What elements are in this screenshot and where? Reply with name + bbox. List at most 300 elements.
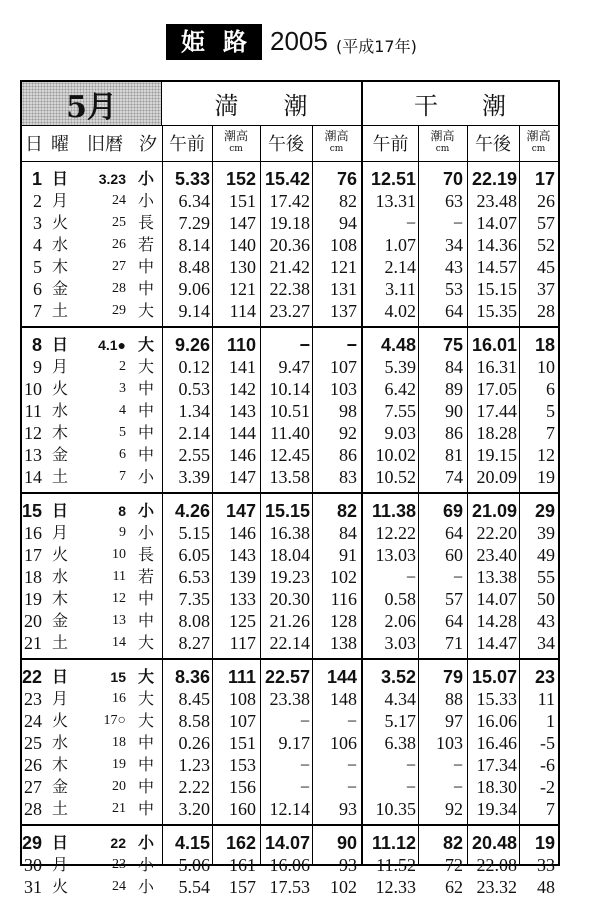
high-am-height-cell: 133 bbox=[229, 589, 256, 609]
high-am-time-cell: 3.20 bbox=[178, 799, 210, 819]
tide-type-cell: 大 bbox=[137, 689, 154, 708]
low-am-time-cell: 1.07 bbox=[384, 235, 416, 255]
high-am-height-cell: 142 bbox=[229, 379, 256, 399]
low-pm-height-cell: 50 bbox=[537, 589, 555, 609]
tide-type-cell: 小 bbox=[137, 169, 154, 188]
table-row bbox=[22, 632, 558, 654]
table-row bbox=[22, 466, 558, 488]
high-pm-time-cell: 12.14 bbox=[269, 799, 310, 819]
day-cell: 5 bbox=[33, 257, 42, 277]
high-am-time-cell: 5.15 bbox=[178, 523, 210, 543]
weekday-cell: 月 bbox=[51, 689, 68, 708]
col-header-high-am: 午前 bbox=[169, 134, 205, 155]
high-pm-height-cell: 102 bbox=[330, 567, 357, 587]
low-pm-time-cell: 16.31 bbox=[476, 357, 517, 377]
day-cell: 15 bbox=[22, 501, 43, 521]
high-am-height-cell: 110 bbox=[226, 335, 256, 355]
low-am-height-cell: 62 bbox=[445, 877, 463, 897]
low-pm-height-cell: 39 bbox=[537, 523, 555, 543]
low-am-height-cell: 74 bbox=[445, 467, 463, 487]
low-pm-height-cell: 23 bbox=[534, 667, 555, 687]
low-pm-height-cell: 19 bbox=[537, 467, 555, 487]
low-am-time-cell: 4.34 bbox=[384, 689, 416, 709]
low-pm-height-cell: 7 bbox=[546, 799, 555, 819]
table-row bbox=[22, 732, 558, 754]
high-am-height-cell: 151 bbox=[229, 733, 256, 753]
low-am-height-cell: 81 bbox=[445, 445, 463, 465]
low-pm-time-cell: 15.33 bbox=[476, 689, 517, 709]
lunar-cell: 22 bbox=[110, 835, 126, 851]
high-pm-time-cell: 17.53 bbox=[269, 877, 310, 897]
high-pm-time-cell: 21.26 bbox=[269, 611, 310, 631]
low-am-height-cell: 64 bbox=[445, 611, 463, 631]
high-am-time-cell: 5.06 bbox=[178, 855, 210, 875]
tide-type-cell: 大 bbox=[137, 335, 154, 354]
low-pm-height-cell: 11 bbox=[537, 689, 555, 709]
lunar-cell: 3.23 bbox=[98, 171, 126, 187]
low-pm-time-cell: 16.01 bbox=[471, 335, 517, 355]
table-row bbox=[22, 566, 558, 588]
height-label: 潮高 bbox=[430, 129, 455, 143]
low-pm-time-cell: 14.36 bbox=[476, 235, 517, 255]
location-char-2: 路 bbox=[223, 27, 247, 56]
low-am-time-cell: 4.48 bbox=[380, 335, 416, 355]
high-am-time-cell: 6.05 bbox=[178, 545, 210, 565]
low-am-time-cell: 2.06 bbox=[384, 611, 416, 631]
low-am-time-cell: 2.14 bbox=[384, 257, 416, 277]
high-am-time-cell: 7.29 bbox=[178, 213, 210, 233]
low-am-time-cell: 9.03 bbox=[384, 423, 416, 443]
high-pm-time-cell: − bbox=[299, 335, 310, 355]
high-pm-height-cell: 121 bbox=[330, 257, 357, 277]
low-pm-time-cell: 23.40 bbox=[476, 545, 517, 565]
low-pm-height-cell: 19 bbox=[534, 833, 555, 853]
lunar-cell: 18 bbox=[112, 735, 126, 750]
table-row bbox=[22, 378, 558, 400]
low-am-height-cell: 89 bbox=[445, 379, 463, 399]
high-am-height-cell: 161 bbox=[229, 855, 256, 875]
high-pm-height-cell: − bbox=[346, 755, 357, 775]
high-pm-time-cell: 13.58 bbox=[269, 467, 310, 487]
day-cell: 18 bbox=[24, 567, 42, 587]
weekday-cell: 水 bbox=[51, 235, 68, 254]
low-pm-height-cell: 1 bbox=[546, 711, 555, 731]
low-am-height-cell: 70 bbox=[442, 169, 463, 189]
high-am-height-cell: 141 bbox=[229, 357, 256, 377]
high-am-height-cell: 139 bbox=[229, 567, 256, 587]
col-header-low-pm-height bbox=[519, 125, 558, 161]
day-cell: 1 bbox=[31, 169, 42, 189]
col-header-day: 日 bbox=[25, 134, 43, 155]
high-am-time-cell: 4.26 bbox=[174, 501, 210, 521]
high-pm-height-cell: 91 bbox=[339, 545, 357, 565]
high-am-time-cell: 2.55 bbox=[178, 445, 210, 465]
low-pm-time-cell: 22.19 bbox=[471, 169, 517, 189]
table-row bbox=[22, 876, 558, 898]
weekday-cell: 水 bbox=[51, 567, 68, 586]
location-title bbox=[166, 24, 262, 60]
location-char-1: 姫 bbox=[181, 27, 205, 56]
low-am-height-cell: 72 bbox=[445, 855, 463, 875]
tide-type-cell: 若 bbox=[137, 567, 154, 586]
high-pm-time-cell: 19.23 bbox=[269, 567, 310, 587]
day-cell: 6 bbox=[33, 279, 42, 299]
low-am-time-cell: 12.51 bbox=[370, 169, 416, 189]
low-am-time-cell: 13.31 bbox=[375, 191, 416, 211]
high-am-time-cell: 8.36 bbox=[174, 667, 210, 687]
weekday-cell: 月 bbox=[51, 855, 68, 874]
low-am-time-cell: 11.38 bbox=[371, 501, 416, 521]
weekday-cell: 木 bbox=[51, 257, 68, 276]
weekday-cell: 金 bbox=[51, 611, 68, 630]
high-pm-time-cell: 20.30 bbox=[269, 589, 310, 609]
lunar-cell: 5 bbox=[119, 425, 126, 440]
table-row bbox=[22, 168, 558, 190]
table-row bbox=[22, 422, 558, 444]
high-pm-time-cell: 16.06 bbox=[269, 855, 310, 875]
table-row bbox=[22, 832, 558, 854]
low-pm-height-cell: 48 bbox=[537, 877, 555, 897]
tide-type-cell: 中 bbox=[137, 589, 154, 608]
low-pm-height-cell: 26 bbox=[537, 191, 555, 211]
high-pm-time-cell: 16.38 bbox=[269, 523, 310, 543]
high-am-time-cell: 9.14 bbox=[178, 301, 210, 321]
table-row bbox=[22, 544, 558, 566]
low-pm-time-cell: 23.48 bbox=[476, 191, 517, 211]
tide-type-cell: 中 bbox=[137, 777, 154, 796]
weekday-cell: 月 bbox=[51, 523, 68, 542]
week-divider bbox=[22, 824, 558, 826]
table-row bbox=[22, 588, 558, 610]
weekday-cell: 日 bbox=[51, 667, 68, 686]
low-am-height-cell: − bbox=[452, 777, 463, 797]
high-pm-height-cell: 137 bbox=[330, 301, 357, 321]
height-label: 潮高 bbox=[526, 129, 551, 143]
table-row bbox=[22, 754, 558, 776]
year-label: 2005 bbox=[270, 26, 328, 56]
weekday-cell: 土 bbox=[51, 467, 68, 486]
weekday-cell: 日 bbox=[51, 169, 68, 188]
high-pm-time-cell: 21.42 bbox=[269, 257, 310, 277]
table-row bbox=[22, 444, 558, 466]
high-am-time-cell: 8.27 bbox=[178, 633, 210, 653]
low-am-height-cell: 63 bbox=[445, 191, 463, 211]
high-pm-height-cell: 82 bbox=[336, 501, 357, 521]
low-pm-time-cell: 17.44 bbox=[476, 401, 517, 421]
high-am-time-cell: 5.54 bbox=[178, 877, 210, 897]
col-header-high-pm: 午後 bbox=[268, 134, 304, 155]
high-tide-char-2: 潮 bbox=[283, 92, 308, 120]
lunar-cell: 19 bbox=[112, 757, 126, 772]
day-cell: 16 bbox=[24, 523, 42, 543]
low-pm-time-cell: 22.20 bbox=[476, 523, 517, 543]
lunar-cell: 15 bbox=[110, 669, 126, 685]
high-pm-time-cell: 22.14 bbox=[269, 633, 310, 653]
col-header-high-am-height bbox=[212, 125, 260, 161]
table-row bbox=[22, 190, 558, 212]
high-pm-time-cell: 23.38 bbox=[269, 689, 310, 709]
tide-type-cell: 中 bbox=[137, 445, 154, 464]
tide-type-cell: 中 bbox=[137, 257, 154, 276]
day-cell: 27 bbox=[24, 777, 42, 797]
low-am-time-cell: 12.22 bbox=[375, 523, 416, 543]
high-pm-height-cell: 148 bbox=[330, 689, 357, 709]
col-header-low-am: 午前 bbox=[372, 134, 409, 155]
low-pm-height-cell: 29 bbox=[534, 501, 555, 521]
divider bbox=[22, 161, 558, 162]
high-am-height-cell: 130 bbox=[229, 257, 256, 277]
tide-type-cell: 中 bbox=[137, 755, 154, 774]
table-row bbox=[22, 798, 558, 820]
high-am-height-cell: 153 bbox=[229, 755, 256, 775]
lunar-cell: 16 bbox=[112, 691, 126, 706]
lunar-cell: 9 bbox=[119, 525, 126, 540]
high-am-height-cell: 143 bbox=[229, 401, 256, 421]
low-am-time-cell: 4.02 bbox=[384, 301, 416, 321]
lunar-cell: 21 bbox=[112, 801, 126, 816]
low-am-time-cell: 3.03 bbox=[384, 633, 416, 653]
low-am-time-cell: 12.33 bbox=[375, 877, 416, 897]
low-pm-height-cell: 6 bbox=[546, 379, 555, 399]
high-am-height-cell: 156 bbox=[229, 777, 256, 797]
day-cell: 7 bbox=[33, 301, 42, 321]
low-pm-height-cell: -6 bbox=[540, 755, 555, 775]
day-cell: 24 bbox=[24, 711, 42, 731]
lunar-cell: 8 bbox=[118, 503, 126, 519]
high-pm-time-cell: − bbox=[299, 777, 310, 797]
height-label: 潮高 bbox=[223, 129, 248, 143]
low-pm-time-cell: 19.15 bbox=[476, 445, 517, 465]
weekday-cell: 水 bbox=[51, 733, 68, 752]
low-pm-time-cell: 17.05 bbox=[476, 379, 517, 399]
low-am-time-cell: 6.42 bbox=[384, 379, 416, 399]
low-pm-time-cell: 21.09 bbox=[471, 501, 517, 521]
high-am-time-cell: 1.23 bbox=[178, 755, 210, 775]
low-pm-time-cell: 14.57 bbox=[476, 257, 517, 277]
low-pm-time-cell: 19.34 bbox=[476, 799, 517, 819]
high-tide-char-1: 満 bbox=[214, 92, 239, 120]
low-pm-time-cell: 16.46 bbox=[476, 733, 517, 753]
low-am-height-cell: 84 bbox=[445, 357, 463, 377]
day-cell: 8 bbox=[31, 335, 42, 355]
tide-type-cell: 長 bbox=[137, 545, 154, 564]
lunar-cell: 3 bbox=[119, 381, 126, 396]
low-pm-time-cell: 18.28 bbox=[476, 423, 517, 443]
high-am-height-cell: 147 bbox=[229, 467, 256, 487]
day-cell: 23 bbox=[24, 689, 42, 709]
high-am-height-cell: 146 bbox=[229, 523, 256, 543]
high-pm-height-cell: 131 bbox=[330, 279, 357, 299]
low-am-time-cell: 3.52 bbox=[380, 667, 416, 687]
tide-type-cell: 小 bbox=[137, 855, 154, 874]
high-pm-time-cell: 12.45 bbox=[269, 445, 310, 465]
tide-type-cell: 小 bbox=[137, 523, 154, 542]
tide-type-cell: 小 bbox=[137, 833, 154, 852]
low-pm-time-cell: 15.35 bbox=[476, 301, 517, 321]
lunar-cell: 23 bbox=[112, 857, 126, 872]
day-cell: 22 bbox=[22, 667, 43, 687]
high-am-time-cell: 2.14 bbox=[178, 423, 210, 443]
lunar-cell: 26 bbox=[112, 237, 126, 252]
day-cell: 4 bbox=[33, 235, 42, 255]
high-pm-time-cell: 22.57 bbox=[264, 667, 310, 687]
high-am-time-cell: 8.08 bbox=[178, 611, 210, 631]
tide-type-cell: 中 bbox=[137, 279, 154, 298]
weekday-cell: 金 bbox=[51, 777, 68, 796]
high-am-height-cell: 108 bbox=[229, 689, 256, 709]
high-am-height-cell: 140 bbox=[229, 235, 256, 255]
high-pm-time-cell: 10.51 bbox=[269, 401, 310, 421]
low-pm-height-cell: 17 bbox=[534, 169, 555, 189]
high-pm-height-cell: 82 bbox=[339, 191, 357, 211]
high-pm-height-cell: 106 bbox=[330, 733, 357, 753]
lunar-cell: 11 bbox=[112, 569, 126, 584]
page-header bbox=[0, 24, 600, 64]
low-am-height-cell: 103 bbox=[436, 733, 463, 753]
col-header-high-pm-height bbox=[312, 125, 361, 161]
high-pm-time-cell: − bbox=[299, 755, 310, 775]
weekday-cell: 木 bbox=[51, 589, 68, 608]
high-pm-height-cell: 84 bbox=[339, 523, 357, 543]
table-row bbox=[22, 300, 558, 322]
low-am-time-cell: 0.58 bbox=[384, 589, 416, 609]
low-am-time-cell: − bbox=[405, 755, 416, 775]
weekday-cell: 木 bbox=[51, 423, 68, 442]
high-am-time-cell: 0.12 bbox=[178, 357, 210, 377]
weekday-cell: 火 bbox=[51, 877, 68, 896]
tide-type-cell: 中 bbox=[137, 733, 154, 752]
height-unit: cm bbox=[435, 144, 450, 154]
low-am-time-cell: 7.55 bbox=[384, 401, 416, 421]
high-pm-height-cell: 116 bbox=[330, 589, 357, 609]
low-am-time-cell: 10.35 bbox=[375, 799, 416, 819]
lunar-cell: 17○ bbox=[103, 713, 126, 728]
tide-type-cell: 大 bbox=[137, 357, 154, 376]
high-am-time-cell: 5.33 bbox=[174, 169, 210, 189]
high-pm-time-cell: 15.42 bbox=[264, 169, 310, 189]
lunar-cell: 29 bbox=[112, 303, 126, 318]
height-unit: cm bbox=[229, 144, 243, 154]
low-am-time-cell: − bbox=[405, 567, 416, 587]
high-pm-height-cell: 94 bbox=[339, 213, 357, 233]
col-header-tide: 汐 bbox=[139, 134, 157, 155]
high-pm-time-cell: 14.07 bbox=[264, 833, 310, 853]
weekday-cell: 木 bbox=[51, 755, 68, 774]
lunar-cell: 7 bbox=[119, 469, 126, 484]
low-am-height-cell: 97 bbox=[445, 711, 463, 731]
high-pm-height-cell: 144 bbox=[326, 667, 357, 687]
low-am-height-cell: − bbox=[452, 755, 463, 775]
low-am-height-cell: 71 bbox=[445, 633, 463, 653]
day-cell: 3 bbox=[33, 213, 42, 233]
low-pm-height-cell: 43 bbox=[537, 611, 555, 631]
high-am-height-cell: 107 bbox=[229, 711, 256, 731]
low-pm-height-cell: 37 bbox=[537, 279, 555, 299]
high-am-height-cell: 147 bbox=[229, 213, 256, 233]
low-am-height-cell: − bbox=[452, 567, 463, 587]
low-am-height-cell: 88 bbox=[445, 689, 463, 709]
high-pm-height-cell: 102 bbox=[330, 877, 357, 897]
lunar-cell: 24 bbox=[112, 193, 126, 208]
high-pm-time-cell: 15.15 bbox=[264, 501, 310, 521]
high-pm-time-cell: 23.27 bbox=[269, 301, 310, 321]
high-am-time-cell: 9.26 bbox=[174, 335, 210, 355]
tide-type-cell: 長 bbox=[137, 213, 154, 232]
weekday-cell: 月 bbox=[51, 191, 68, 210]
high-am-time-cell: 8.14 bbox=[178, 235, 210, 255]
low-am-time-cell: 5.17 bbox=[384, 711, 416, 731]
day-cell: 14 bbox=[24, 467, 42, 487]
weekday-cell: 日 bbox=[51, 833, 68, 852]
height-unit: cm bbox=[329, 144, 344, 154]
low-pm-time-cell: 16.06 bbox=[476, 711, 517, 731]
tide-type-cell: 中 bbox=[137, 799, 154, 818]
week-divider bbox=[22, 492, 558, 494]
lunar-cell: 28 bbox=[112, 281, 126, 296]
tide-type-cell: 大 bbox=[137, 711, 154, 730]
low-pm-height-cell: 33 bbox=[537, 855, 555, 875]
high-am-time-cell: 6.34 bbox=[178, 191, 210, 211]
high-pm-height-cell: − bbox=[346, 777, 357, 797]
low-pm-height-cell: 12 bbox=[537, 445, 555, 465]
low-pm-height-cell: 34 bbox=[537, 633, 555, 653]
low-am-time-cell: 11.12 bbox=[371, 833, 416, 853]
col-header-low-pm: 午後 bbox=[475, 134, 511, 155]
low-pm-time-cell: 17.34 bbox=[476, 755, 517, 775]
high-am-time-cell: 6.53 bbox=[178, 567, 210, 587]
low-pm-time-cell: 14.28 bbox=[476, 611, 517, 631]
high-am-time-cell: 8.58 bbox=[178, 711, 210, 731]
lunar-cell: 4.1● bbox=[98, 337, 126, 353]
low-am-time-cell: − bbox=[405, 777, 416, 797]
low-pm-height-cell: 7 bbox=[546, 423, 555, 443]
table-row bbox=[22, 666, 558, 688]
lunar-cell: 6 bbox=[119, 447, 126, 462]
low-pm-height-cell: 52 bbox=[537, 235, 555, 255]
low-am-time-cell: 10.02 bbox=[375, 445, 416, 465]
weekday-cell: 土 bbox=[51, 633, 68, 652]
table-row bbox=[22, 688, 558, 710]
tide-type-cell: 小 bbox=[137, 877, 154, 896]
high-pm-time-cell: 22.38 bbox=[269, 279, 310, 299]
day-cell: 28 bbox=[24, 799, 42, 819]
high-am-time-cell: 8.48 bbox=[178, 257, 210, 277]
lunar-cell: 4 bbox=[119, 403, 126, 418]
low-am-height-cell: 64 bbox=[445, 301, 463, 321]
day-cell: 25 bbox=[24, 733, 42, 753]
table-row bbox=[22, 256, 558, 278]
tide-type-cell: 中 bbox=[137, 611, 154, 630]
day-cell: 30 bbox=[24, 855, 42, 875]
low-am-height-cell: − bbox=[452, 213, 463, 233]
low-tide-char-1: 干 bbox=[414, 92, 438, 120]
weekday-cell: 火 bbox=[51, 545, 68, 564]
day-cell: 21 bbox=[24, 633, 42, 653]
weekday-cell: 火 bbox=[51, 711, 68, 730]
high-am-height-cell: 147 bbox=[225, 501, 256, 521]
low-am-height-cell: 43 bbox=[445, 257, 463, 277]
low-am-height-cell: 92 bbox=[445, 799, 463, 819]
high-pm-height-cell: 138 bbox=[330, 633, 357, 653]
high-pm-height-cell: − bbox=[346, 335, 357, 355]
high-am-height-cell: 160 bbox=[229, 799, 256, 819]
high-am-height-cell: 143 bbox=[229, 545, 256, 565]
low-am-height-cell: 82 bbox=[442, 833, 463, 853]
low-pm-height-cell: 55 bbox=[537, 567, 555, 587]
high-am-height-cell: 144 bbox=[229, 423, 256, 443]
weekday-cell: 土 bbox=[51, 799, 68, 818]
high-am-height-cell: 152 bbox=[225, 169, 256, 189]
